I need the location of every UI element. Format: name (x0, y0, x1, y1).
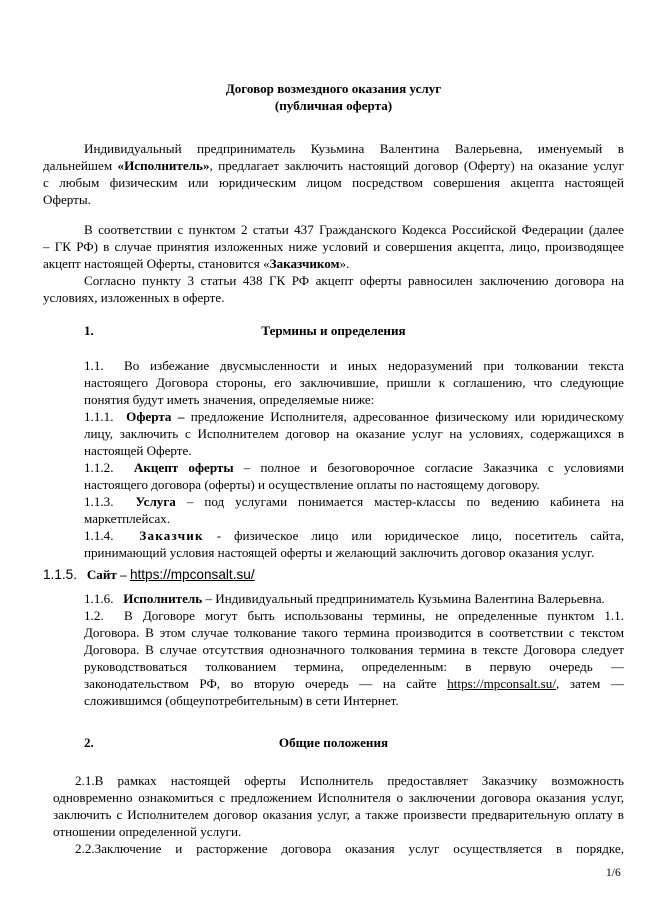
intro-line: Согласно пункту 3 статьи 438 ГК РФ акцепт оферты равносилен заключению договора на (84, 273, 624, 288)
intro-line: – ГК РФ) в случае принятия изложенных ниже условий и совершения акцепта, лицо, производящее (43, 239, 624, 254)
section-title: Термины и определения (261, 323, 406, 338)
clause-number: 1.2. (84, 608, 104, 623)
clause-line: В Договоре могут быть использованы термины, не определенные пунктом 1.1. (124, 608, 624, 623)
clause-line: маркетплейсах. (84, 511, 171, 526)
intro-line: В соответствии с пунктом 2 статьи 437 Гражданского Кодекса Российской Федерации (далее (84, 222, 624, 237)
clause-line: 1.1.4. Заказчик - физическое лицо или юридическое лицо, посетитель сайта, (84, 528, 624, 543)
section-number: 2. (84, 735, 94, 750)
clause-line: 2.1.В рамках настоящей оферты Исполнитель предоставляет Заказчику возможность (75, 773, 624, 788)
clause-line: 1.1.2. Акцепт оферты – полное и безоговорочное согласие Заказчика с условиями (84, 460, 624, 475)
clause-line: руководствоваться толкованием термина, определенным: в первую очередь — (84, 659, 624, 674)
section-title: Общие положения (278, 735, 389, 750)
clause-line: Во избежание двусмысленности и иных недоразумений при толковании текста (124, 358, 624, 373)
clause-number: 1.1. (84, 358, 104, 373)
clause-line: принимающий условия настоящей оферты и желающий заключить договор оказания услуг. (84, 545, 595, 560)
clause-line: понятия будут иметь значения, определяемые ниже: (84, 392, 375, 407)
site-link[interactable]: https://mpconsalt.su/ (129, 567, 255, 582)
intro-line: Оферты. (43, 192, 91, 207)
clause-line: 1.1.3. Услуга – под услугами понимается мастер-классы по ведению кабинета на (84, 494, 624, 509)
site-link[interactable]: https://mpconsalt.su/ (447, 676, 556, 691)
page-number: 1/6 (606, 867, 621, 879)
intro-line: с любым физическим или юридическим лицом посредством совершения акцепта настоящей (43, 175, 624, 190)
clause-line: 2.2.Заключение и расторжение договора оказания услуг осуществляется в порядке, (75, 841, 624, 856)
clause-line: лицу, заключить с Исполнителем договор на оказание услуг на условиях, содержащихся в (84, 426, 624, 441)
clause-line: Договора. В случае отсутствия однозначного толкования термина в тексте Договора следует (84, 642, 624, 657)
clause-line: одновременно ознакомиться с предложением Исполнителя о заключении договора оказания услуг, (53, 790, 624, 805)
clause-line: отношении определенной услуги. (53, 824, 242, 839)
clause-line: законодательством РФ, во вторую очередь — на сайте https://mpconsalt.su/, затем — (84, 676, 624, 691)
intro-line: Индивидуальный предприниматель Кузьмина Валентина Валерьевна, именуемый в (84, 141, 624, 156)
clause-line: 1.1.6. Исполнитель – Индивидуальный предприниматель Кузьмина Валентина Валерьевна. (84, 591, 605, 606)
clause-line: настоящего договора (оферты) и осуществление оплаты по настоящему договору. (84, 477, 540, 492)
clause-line: 1.1.1. Оферта – предложение Исполнителя, адресованное физическому или юридическому (84, 409, 624, 424)
clause-line: заключить с Исполнителем договор оказания услуг, а также произвести предварительную оплату в (53, 807, 624, 822)
document-subtitle: (публичная оферта) (274, 98, 393, 113)
section-number: 1. (84, 323, 94, 338)
intro-line: условиях, изложенных в оферте. (43, 290, 225, 305)
intro-line: акцепт настоящей Оферты, становится «Заказчиком». (43, 256, 350, 271)
clause-line: настоящего Договора стороны, его заключившие, пришли к соглашению, что следующие (84, 375, 624, 390)
document-title: Договор возмездного оказания услуг (225, 81, 442, 96)
clause-line: сложившимся (общеупотребительным) в сети Интернет. (84, 693, 399, 708)
clause-line: настоящей Оферте. (84, 443, 192, 458)
intro-line: дальнейшем «Исполнитель», предлагает заключить настоящий договор (Оферту) на оказание услуг (43, 158, 625, 173)
clause-line: Договора. В этом случае толкование такого термина производится в соответствии с текстом (84, 625, 624, 640)
clause-line: 1.1.5. Сайт – https://mpconsalt.su/ (43, 567, 255, 582)
